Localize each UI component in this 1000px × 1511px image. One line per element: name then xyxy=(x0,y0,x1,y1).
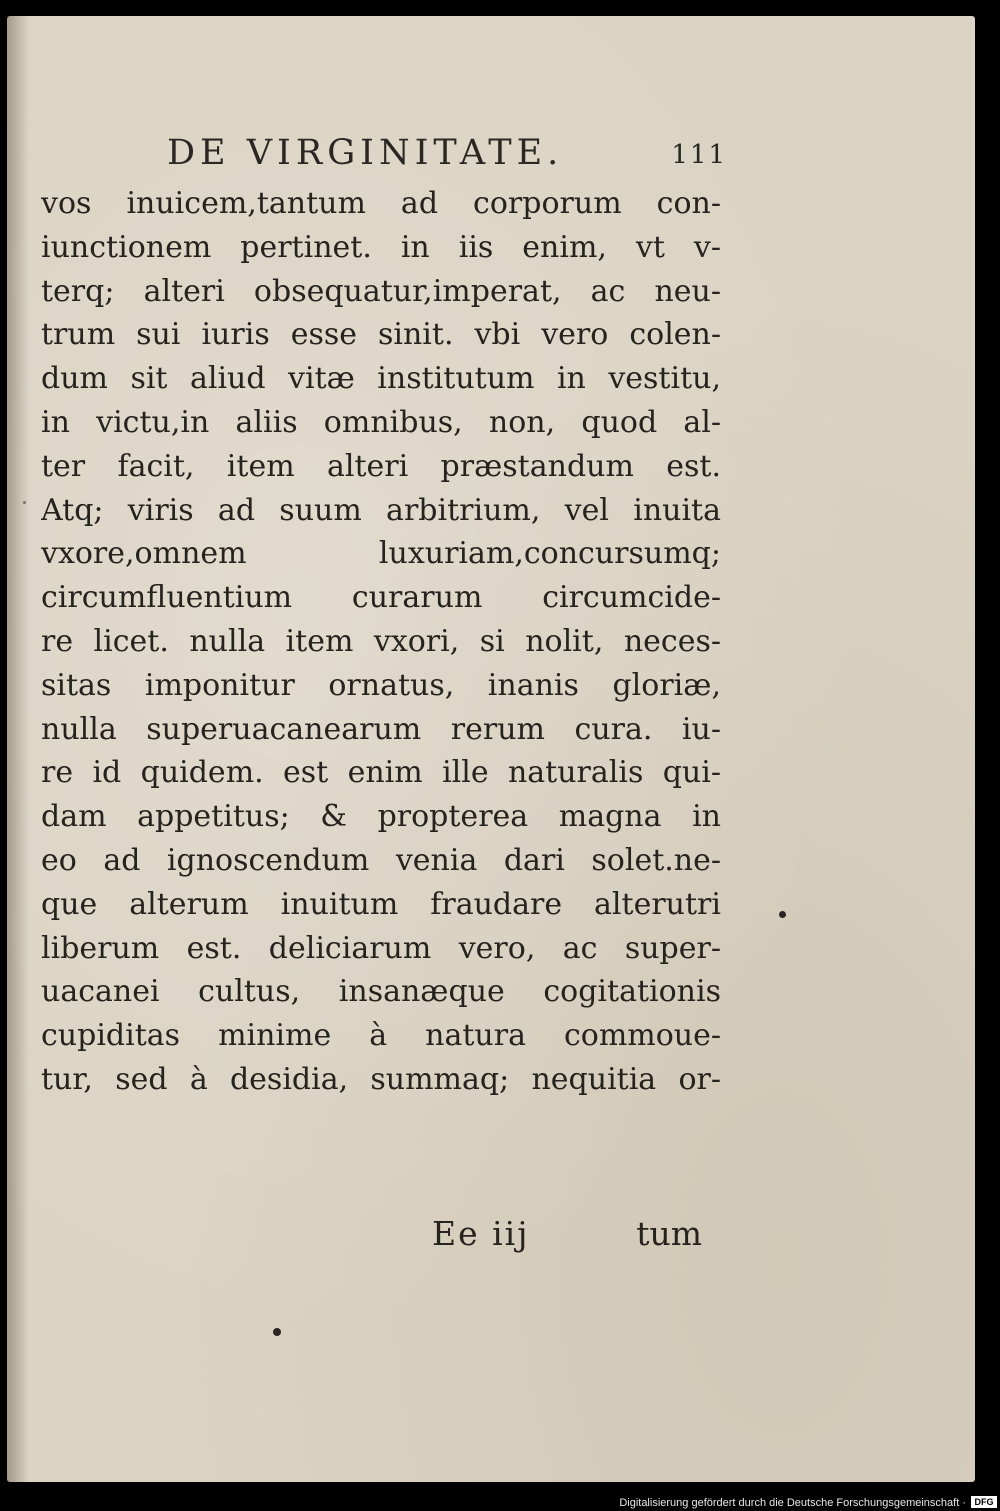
text-line: eo ad ignoscendum venia dari solet.ne- xyxy=(41,842,721,878)
text-line: que alterum inuitum fraudare alterutri xyxy=(41,886,721,922)
ink-speck xyxy=(23,501,26,504)
folio-number: 111 xyxy=(671,140,727,170)
text-line: vos inuicem,tantum ad corporum con- xyxy=(41,186,721,221)
text-line: re licet. nulla item vxori, si nolit, neces- xyxy=(41,623,721,659)
dfg-logo-icon: DFG xyxy=(971,1496,997,1508)
signature-mark: Ee iij xyxy=(432,1214,530,1253)
text-line: dum sit aliud vitæ institutum in vestitu, xyxy=(41,361,721,397)
spine-shadow xyxy=(7,16,29,1482)
text-line: dam appetitus; & propterea magna in xyxy=(41,799,721,835)
running-head xyxy=(167,128,727,178)
text-line: ter facit, item alteri præstandum est. xyxy=(41,448,721,484)
catchword: tum xyxy=(636,1214,702,1253)
text-line: in victu,in aliis omnibus, non, quod al- xyxy=(41,404,721,440)
text-line: liberum est. deliciarum vero, ac super- xyxy=(41,930,721,966)
running-title: DE VIRGINITATE. xyxy=(167,133,564,173)
text-line: terq; alteri obsequatur,imperat, ac neu- xyxy=(41,273,721,309)
text-line: uacanei cultus, insanæque cogitationis xyxy=(41,974,721,1010)
text-line: cupiditas minime à natura commoue- xyxy=(41,1018,721,1054)
text-line: tur, sed à desidia, summaq; nequitia or- xyxy=(41,1061,721,1097)
text-line: nulla superuacanearum rerum cura. iu- xyxy=(41,711,721,747)
footer-bar xyxy=(0,1493,1000,1511)
text-line: iunctionem pertinet. in iis enim, vt v- xyxy=(41,229,721,265)
book-page xyxy=(7,16,975,1482)
text-line: vxore,omnem luxuriam,concursumq; xyxy=(41,536,721,572)
text-line: trum sui iuris esse sinit. vbi vero colen- xyxy=(41,317,721,353)
ink-speck xyxy=(779,911,786,918)
text-line: circumfluentium curarum circumcide- xyxy=(41,580,721,616)
body-text xyxy=(41,182,721,1102)
text-line: sitas imponitur ornatus, inanis gloriæ, xyxy=(41,667,721,703)
text-line: re id quidem. est enim ille naturalis qui- xyxy=(41,755,721,791)
funding-credit: Digitalisierung gefördert durch die Deutsche Forschungsgemeinschaft · xyxy=(619,1497,966,1509)
text-line: Atq; viris ad suum arbitrium, vel inuita xyxy=(41,492,721,528)
ink-speck xyxy=(273,1328,281,1336)
catchline xyxy=(432,1212,702,1256)
